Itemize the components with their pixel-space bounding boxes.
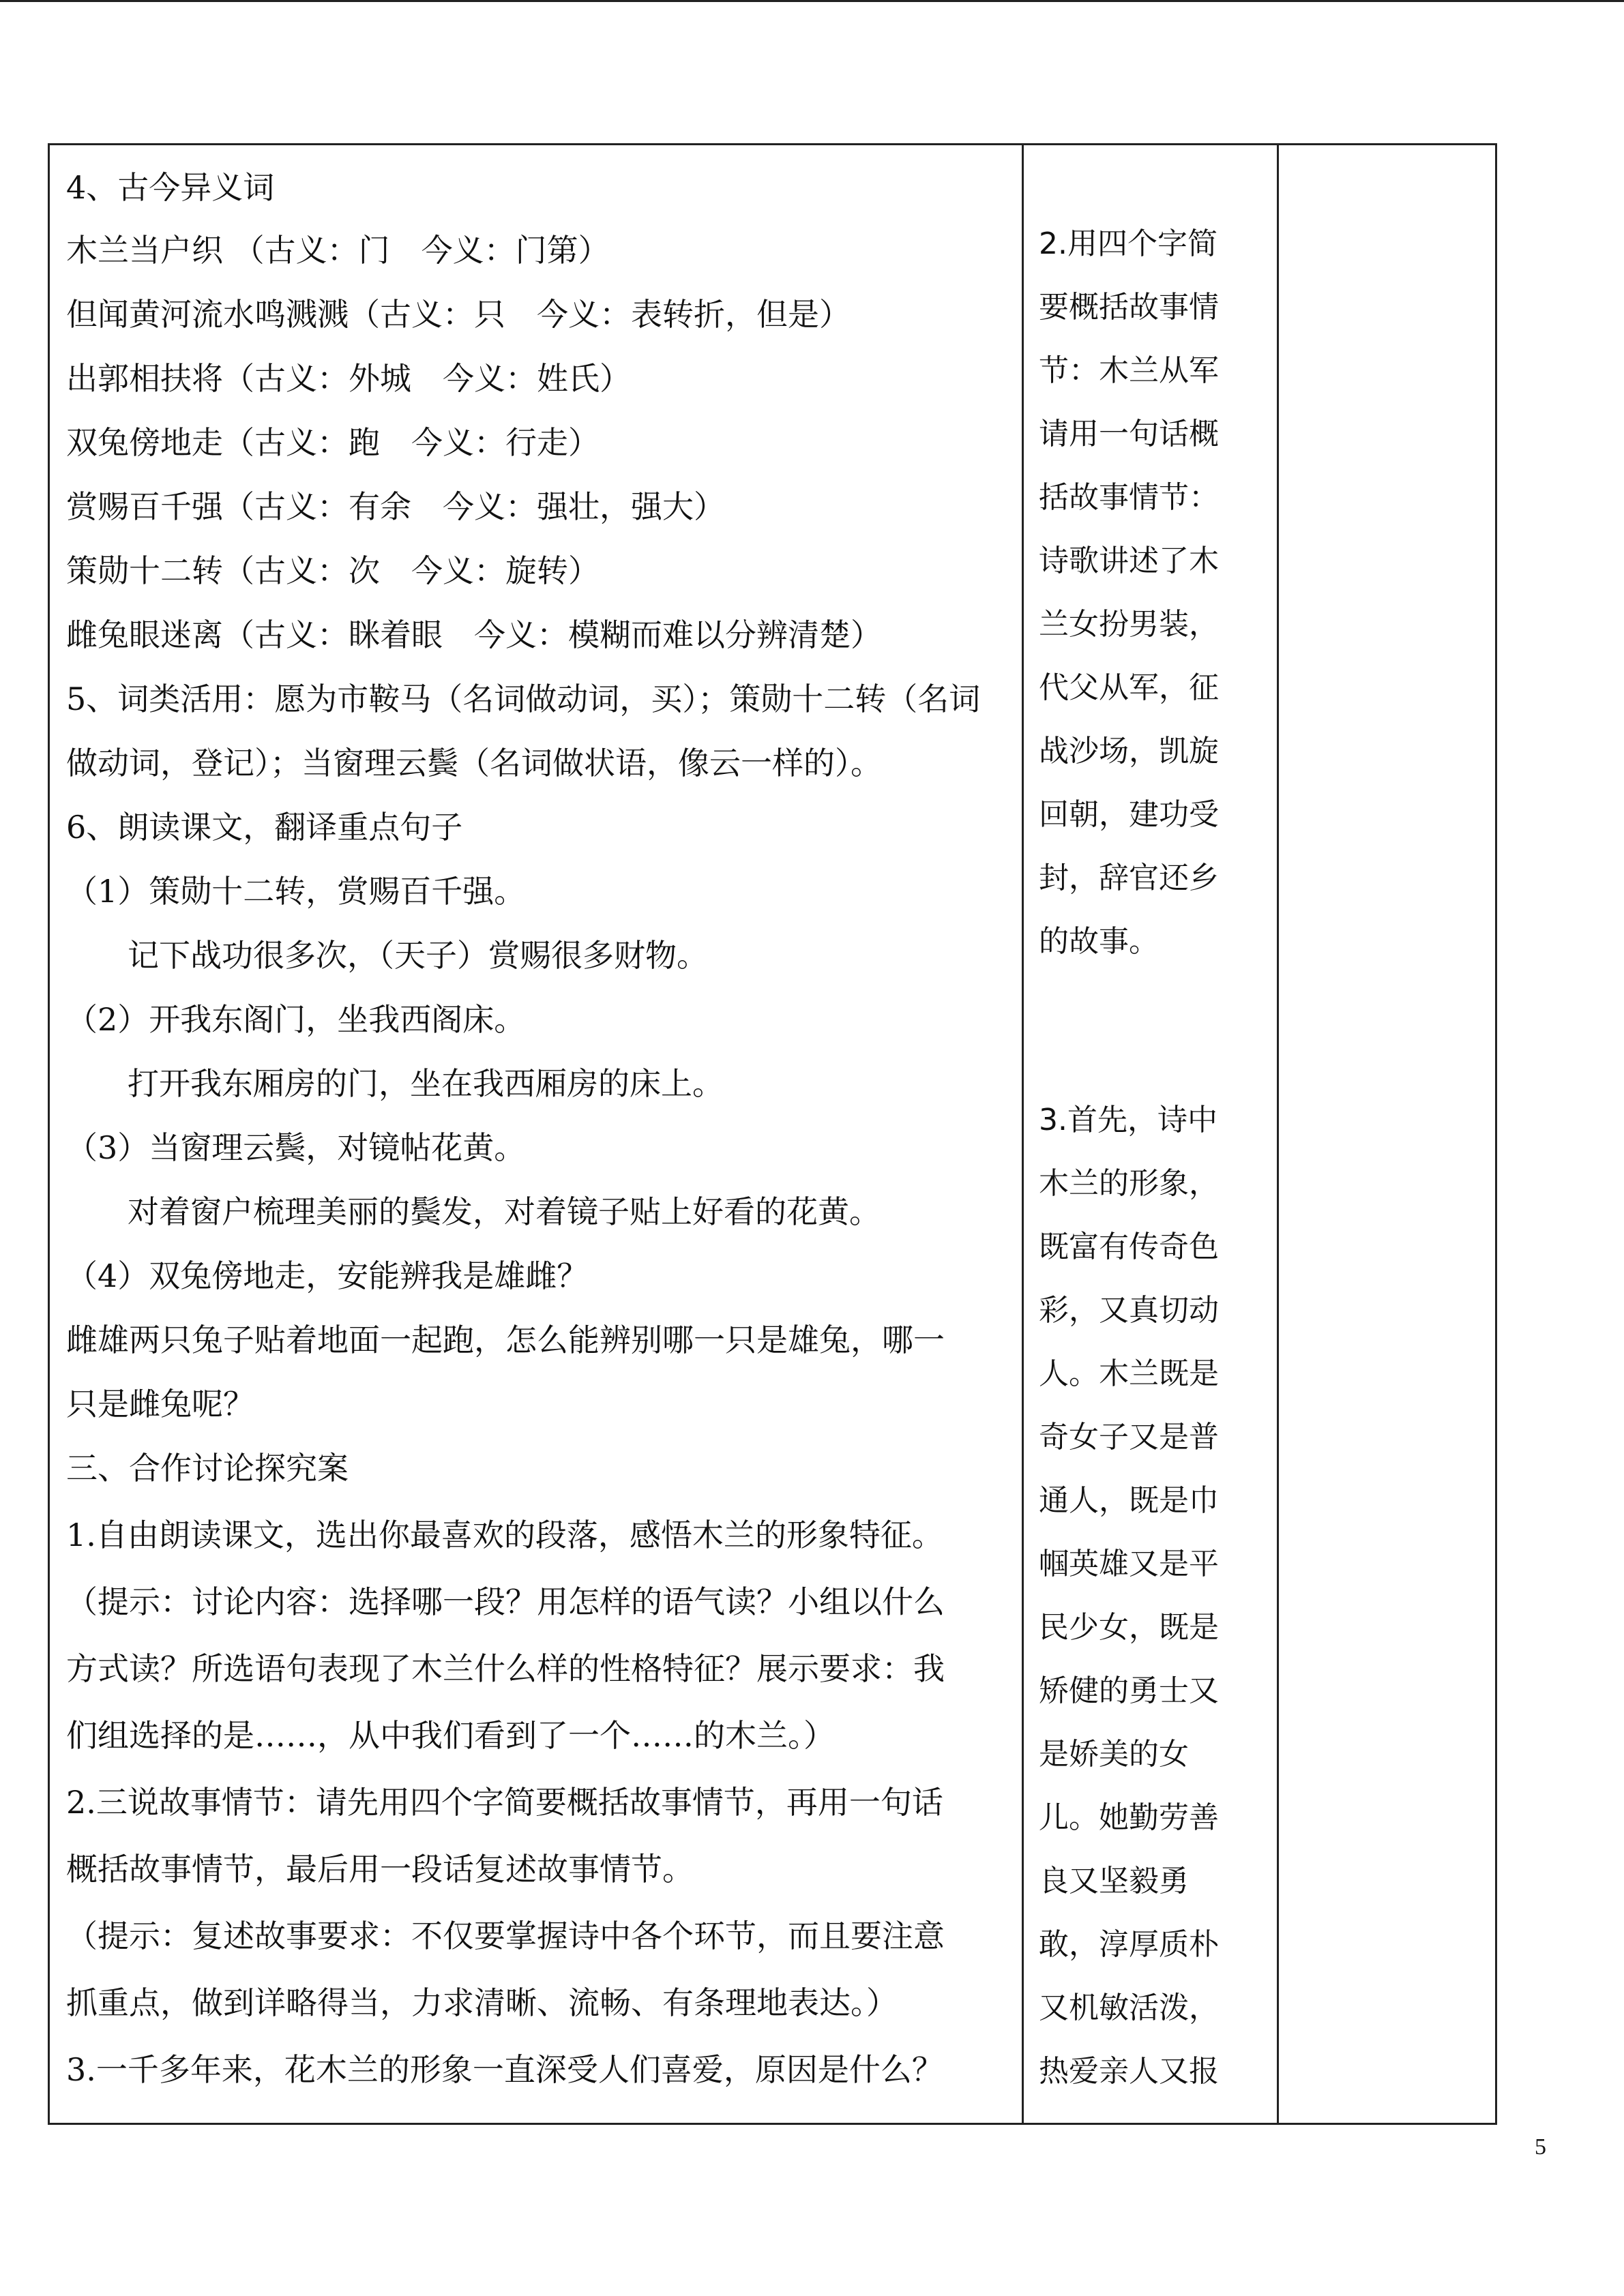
sentence-item: （3）当窗理云鬓，对镜帖花黄。 [66,1129,526,1166]
archaic-word-line: 木兰当户织 （古义：门 今义：门第） [66,232,610,269]
sentence-translation: 打开我东厢房的门，坐在我西厢房的床上。 [128,1065,724,1102]
word-class-line: 5、词类活用：愿为市鞍马（名词做动词，买）；策勋十二转（名词 [66,681,981,717]
answer-line: 3.首先，诗中 [1039,1103,1217,1137]
answer-line: 良又坚毅勇 [1039,1864,1189,1898]
answer-line: 儿。她勤劳善 [1039,1800,1219,1835]
answer-column [1024,145,1279,2123]
answer-line: 要概括故事情 [1039,290,1219,325]
discussion-line: 概括故事情节，最后用一段话复述故事情节。 [66,1851,694,1888]
discussion-line: 2.三说故事情节：请先用四个字简要概括故事情节，再用一句话 [66,1784,943,1821]
top-border-line [0,0,1624,2]
discussion-line: （提示：复述故事要求：不仅要掌握诗中各个环节，而且要注意 [66,1918,945,1954]
archaic-word-line: 赏赐百千强（古义：有余 今义：强壮，强大） [66,488,725,525]
answer-line: 战沙场，凯旋 [1039,734,1219,769]
section-heading-reading: 6、朗读课文，翻译重点句子 [66,809,463,846]
discussion-line: （提示：讨论内容：选择哪一段？用怎样的语气读？小组以什么 [66,1583,945,1620]
sentence-translation: 对着窗户梳理美丽的鬓发，对着镜子贴上好看的花黄。 [128,1193,881,1230]
answer-line: 人。木兰既是 [1039,1356,1219,1391]
sentence-translation: 记下战功很多次，（天子）赏赐很多财物。 [128,937,708,974]
discussion-line: 方式读？所选语句表现了木兰什么样的性格特征？展示要求：我 [66,1650,945,1687]
main-content-column [50,145,1024,2123]
answer-line: 节：木兰从军 [1039,353,1219,388]
answer-line: 封，辞官还乡 [1039,861,1219,895]
word-class-line: 做动词，登记）；当窗理云鬓（名词做状语，像云一样的）。 [66,745,882,781]
sentence-item: （4）双兔傍地走，安能辨我是雄雌？ [66,1257,589,1294]
archaic-word-line: 双兔傍地走（古义：跑 今义：行走） [66,424,600,461]
archaic-word-line: 出郭相扶将（古义：外城 今义：姓氏） [66,360,631,397]
sentence-translation: 只是雌兔呢？ [66,1386,254,1422]
archaic-word-line: 但闻黄河流水鸣溅溅（古义：只 今义：表转折，但是） [66,296,851,333]
discussion-line: 1.自由朗读课文，选出你最喜欢的段落，感悟木兰的形象特征。 [66,1517,943,1553]
answer-line: 彩，又真切动 [1039,1293,1219,1328]
answer-line: 代父从军，征 [1039,670,1219,705]
sentence-item: （2）开我东阁门，坐我西阁床。 [66,1001,526,1038]
answer-line: 奇女子又是普 [1039,1420,1219,1455]
notes-column [1279,145,1499,2123]
sentence-item: （1）策勋十二转，赏赐百千强。 [66,873,526,910]
answer-line: 回朝，建功受 [1039,797,1219,832]
answer-line: 既富有传奇色 [1039,1229,1219,1264]
discussion-line: 抓重点，做到详略得当，力求清晰、流畅、有条理地表达。） [66,1984,898,2021]
page-number: 5 [1535,2134,1546,2160]
sentence-translation: 雌雄两只兔子贴着地面一起跑，怎么能辨别哪一只是雄兔，哪一 [66,1322,945,1358]
answer-line: 是娇美的女 [1039,1737,1189,1772]
answer-line: 敢，淳厚质朴 [1039,1927,1219,1962]
section-heading-archaic-words: 4、古今异义词 [66,169,275,206]
section-heading-discussion: 三、合作讨论探究案 [66,1450,349,1487]
answer-line: 2.用四个字简 [1039,226,1217,261]
discussion-line: 3.一千多年来，花木兰的形象一直深受人们喜爱，原因是什么？ [66,2051,943,2088]
answer-line: 热爱亲人又报 [1039,2054,1219,2089]
lesson-table [48,143,1497,2125]
answer-line: 矫健的勇士又 [1039,1673,1219,1708]
answer-line: 请用一句话概 [1039,417,1219,451]
answer-line: 诗歌讲述了木 [1039,543,1219,578]
discussion-line: 们组选择的是……，从中我们看到了一个……的木兰。） [66,1717,835,1754]
answer-line: 括故事情节： [1039,480,1219,515]
answer-line: 又机敏活泼， [1039,1991,1219,2025]
archaic-word-line: 策勋十二转（古义：次 今义：旋转） [66,552,600,589]
answer-line: 民少女，既是 [1039,1610,1219,1645]
archaic-word-line: 雌兔眼迷离（古义：眯着眼 今义：模糊而难以分辨清楚） [66,616,882,653]
answer-line: 木兰的形象， [1039,1166,1219,1201]
answer-line: 通人，既是巾 [1039,1483,1219,1518]
answer-line: 帼英雄又是平 [1039,1547,1219,1581]
answer-line: 的故事。 [1039,924,1159,959]
answer-line: 兰女扮男装， [1039,607,1219,642]
